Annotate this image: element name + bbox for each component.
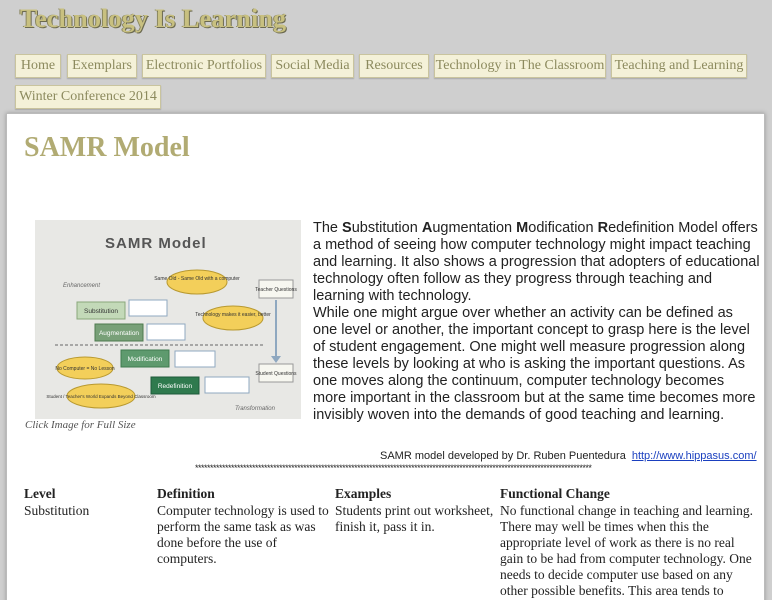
nav-electronic-portfolios[interactable]: Electronic Portfolios <box>142 54 266 78</box>
credit-link[interactable]: http://www.hippasus.com/ <box>631 450 757 462</box>
diagram-bubble-easier: Technology makes it easier, better <box>195 312 271 318</box>
credit-text: SAMR model developed by Dr. Ruben Puentedura <box>380 450 626 462</box>
diagram-level-substitution: Substitution <box>84 308 118 315</box>
diagram-student-questions: Student Questions <box>255 371 297 377</box>
diagram-enhancement-label: Enhancement <box>63 283 101 289</box>
site-title: Technology Is Learning <box>20 4 287 33</box>
diagram-title: SAMR Model <box>105 235 207 252</box>
nav-home[interactable]: Home <box>15 54 61 78</box>
header-functional-change: Functional Change <box>500 486 610 501</box>
samr-diagram <box>35 220 301 419</box>
header-examples: Examples <box>335 486 392 501</box>
samr-diagram-image[interactable] <box>35 220 301 419</box>
cell-functional-change: No functional change in teaching and learning. There may well be times when this the appropriate level of work as there is no real gain to be had from computer technology. One needs to decide computer use based on any other possible benefits. This area tends to <box>500 503 754 598</box>
diagram-bubble-same-old: Same Old - Same Old with a computer <box>154 276 240 282</box>
nav-resources[interactable]: Resources <box>359 54 429 78</box>
nav-social-media[interactable]: Social Media <box>271 54 354 78</box>
nav-exemplars[interactable]: Exemplars <box>67 54 137 78</box>
image-caption: Click Image for Full Size <box>25 419 136 431</box>
nav-teaching-and-learning[interactable]: Teaching and Learning <box>611 54 747 78</box>
credit-line <box>380 450 757 462</box>
content-panel <box>6 113 765 600</box>
intro-paragraph-1: The Substitution Augmentation Modification Redefinition Model offers a method of seeing how computer technology might impact teaching and learning. It also shows a progression that adopters of educational technology often follow as they progress through teaching and learning with technology. <box>313 220 760 304</box>
divider: ************************************************************************************************************************************ <box>195 463 592 473</box>
nav-winter-conference-2014[interactable]: Winter Conference 2014 <box>15 85 161 109</box>
header-definition: Definition <box>157 486 215 501</box>
diagram-transformation-label: Transformation <box>235 406 275 412</box>
intro-text <box>313 220 761 424</box>
header-level: Level <box>24 486 56 501</box>
diagram-bubble-no-computer: No Computer = No Lesson <box>55 366 115 372</box>
diagram-bubble-world-expands: Student / Teacher's World Expands Beyond Classroom <box>46 394 156 399</box>
cell-definition: Computer technology is used to perform the same task as was done before the use of computers. <box>157 503 329 566</box>
nav-technology-in-the-classroom[interactable]: Technology in The Classroom <box>434 54 606 78</box>
diagram-teacher-questions: Teacher Questions <box>255 287 297 293</box>
diagram-level-augmentation: Augmentation <box>98 330 140 337</box>
diagram-level-redefinition: Redefinition <box>157 383 193 390</box>
intro-paragraph-2: While one might argue over whether an activity can be defined as one level or another, the important concept to grasp here is the level of student engagement. One might well measure progression along these levels by looking at who is asking the important questions. As one moves along the continuum, computer technology becomes more important in the classroom but at the same time becomes more invisibly woven into the demands of good teaching and learning. <box>313 305 756 423</box>
diagram-level-modification: Modification <box>127 356 163 363</box>
cell-examples: Students print out worksheet, finish it, pass it in. <box>335 503 494 534</box>
cell-level: Substitution <box>24 503 90 518</box>
page-title: SAMR Model <box>24 132 190 163</box>
